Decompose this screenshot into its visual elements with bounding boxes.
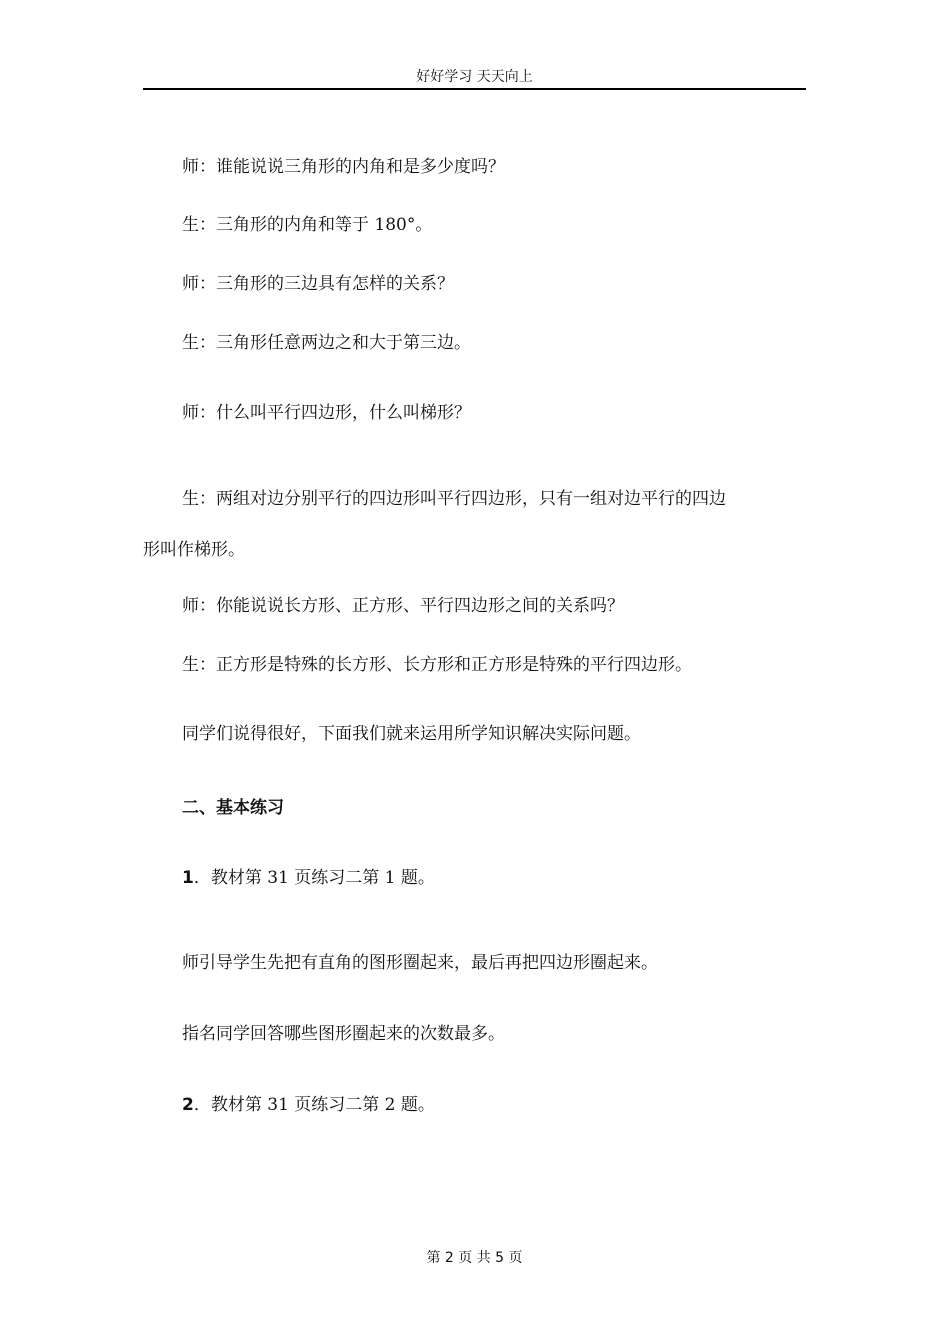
paragraph-student-parallelogram-line2: 形叫作梯形。 <box>143 540 245 560</box>
exercise-item-2-text: ．教材第 31 页练习二第 2 题。 <box>193 1095 435 1115</box>
exercise-item-2-number: 2 <box>182 1095 194 1115</box>
paragraph-teacher-parallelogram: 师：什么叫平行四边形，什么叫梯形？ <box>182 403 471 423</box>
page-footer <box>143 1248 806 1268</box>
paragraph-answer-most: 指名同学回答哪些图形圈起来的次数最多。 <box>182 1024 505 1044</box>
paragraph-student-sides: 生：三角形任意两边之和大于第三边。 <box>182 333 471 353</box>
page-header <box>143 66 806 90</box>
section-heading: 二、基本练习 <box>182 798 284 818</box>
exercise-item-1-number: 1 <box>182 868 194 888</box>
paragraph-teacher-angle-sum: 师：谁能说说三角形的内角和是多少度吗？ <box>182 157 505 177</box>
page-number-text: 第 2 页 共 5 页 <box>426 1250 523 1266</box>
header-text: 好好学习 天天向上 <box>416 69 533 85</box>
paragraph-guide-circle: 师引导学生先把有直角的图形圈起来，最后再把四边形圈起来。 <box>182 953 658 973</box>
paragraph-student-relations: 生：正方形是特殊的长方形、长方形和正方形是特殊的平行四边形。 <box>182 655 692 675</box>
paragraph-student-parallelogram-line1: 生：两组对边分别平行的四边形叫平行四边形，只有一组对边平行的四边 <box>182 489 726 509</box>
paragraph-student-angle-sum: 生：三角形的内角和等于 180°。 <box>182 215 433 235</box>
exercise-item-2 <box>143 1093 806 1117</box>
paragraph-transition: 同学们说得很好，下面我们就来运用所学知识解决实际问题。 <box>182 724 641 744</box>
exercise-item-1 <box>143 866 806 890</box>
exercise-item-1-text: ．教材第 31 页练习二第 1 题。 <box>193 868 435 888</box>
paragraph-teacher-sides: 师：三角形的三边具有怎样的关系？ <box>182 274 454 294</box>
paragraph-teacher-relations: 师：你能说说长方形、正方形、平行四边形之间的关系吗？ <box>182 596 624 616</box>
